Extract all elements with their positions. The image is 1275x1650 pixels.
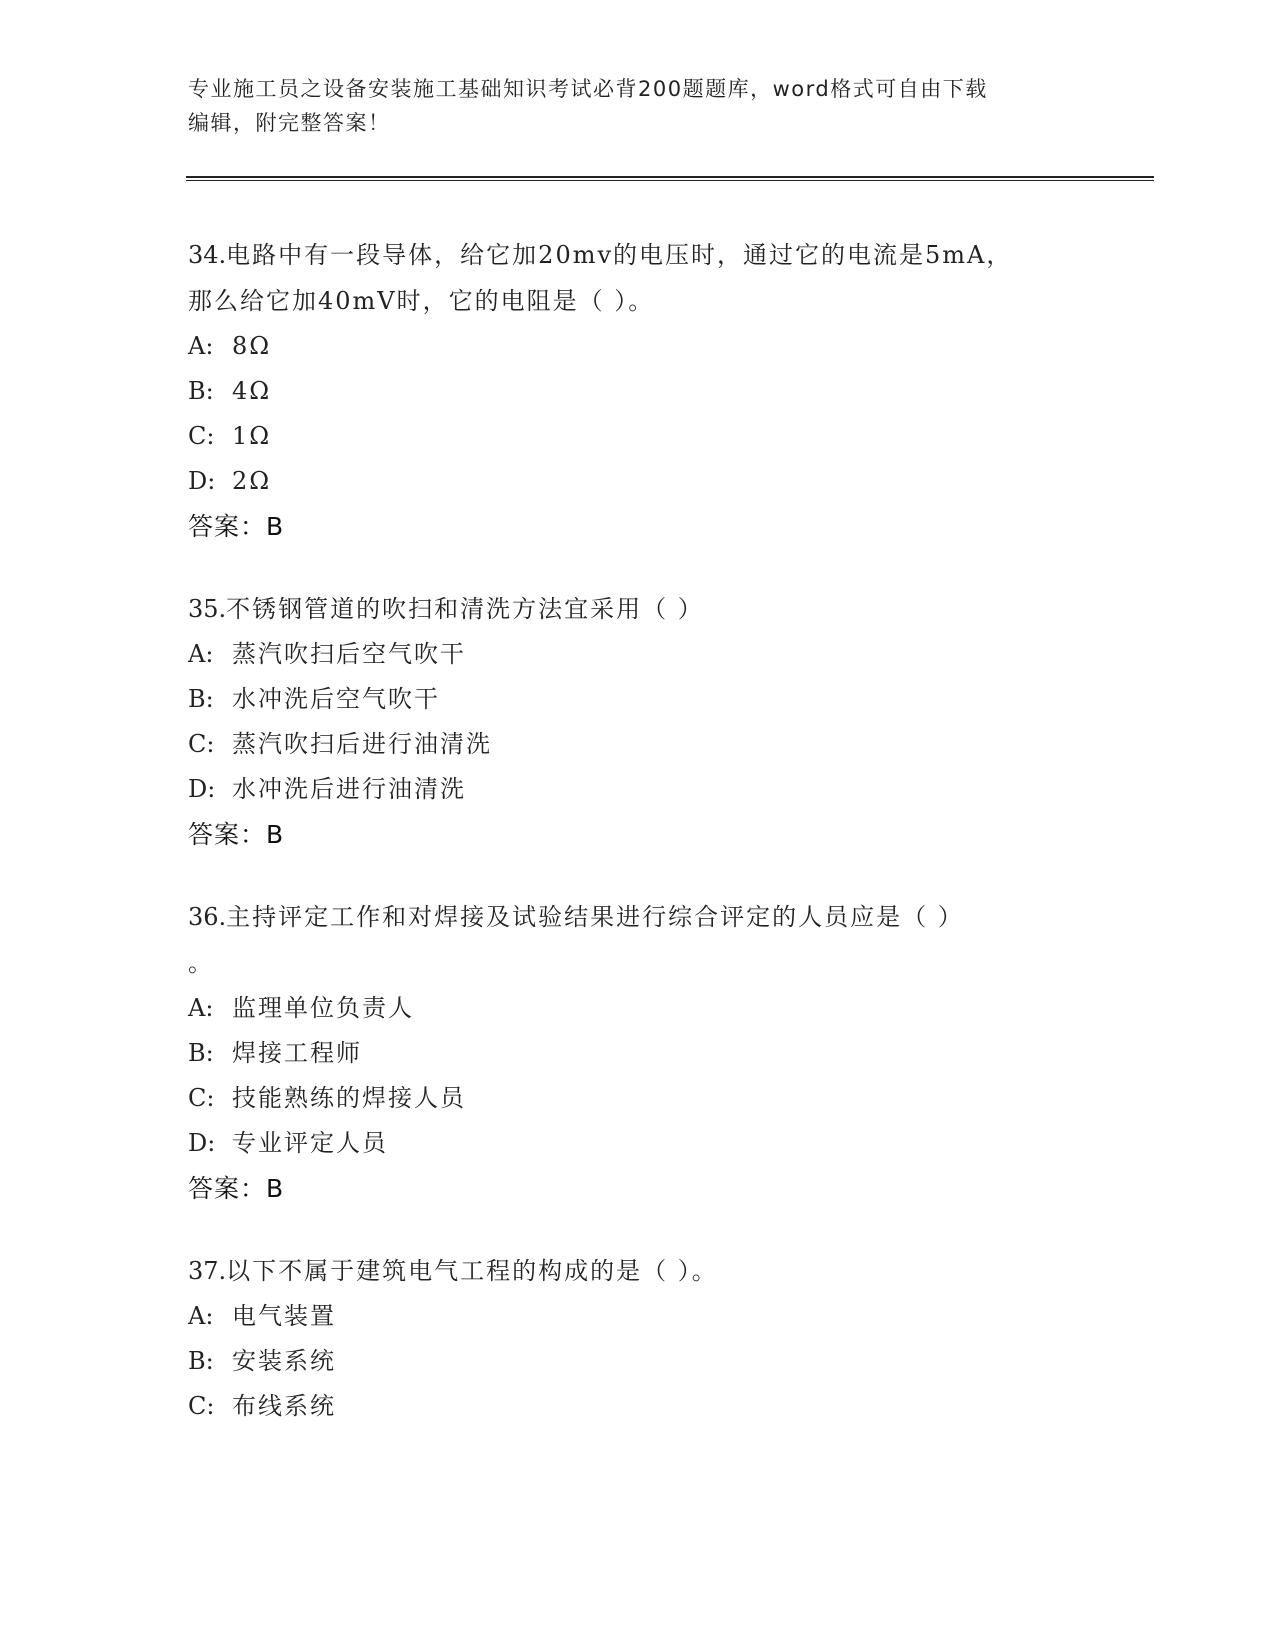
header-divider xyxy=(186,176,1154,181)
question-stem xyxy=(188,894,1088,940)
question-number: 34. xyxy=(188,241,227,269)
question-number: 35. xyxy=(188,595,227,623)
option-letter: D: xyxy=(188,467,216,495)
question-stem xyxy=(188,232,1088,278)
option-text: 专业评定人员 xyxy=(232,1129,388,1157)
option-a xyxy=(188,986,1088,1031)
option-a xyxy=(188,1294,1088,1339)
header-title-line-2: 编辑，附完整答案！ xyxy=(188,111,391,135)
option-letter: C: xyxy=(188,1392,215,1420)
document-header xyxy=(188,72,1088,140)
question-34 xyxy=(188,232,1088,550)
option-b xyxy=(188,1031,1088,1076)
option-letter: C: xyxy=(188,730,215,758)
option-text: 水冲洗后进行油清洗 xyxy=(232,775,466,803)
option-letter: D: xyxy=(188,775,216,803)
question-36 xyxy=(188,894,1088,1212)
option-b xyxy=(188,369,1088,414)
option-letter: D: xyxy=(188,1129,216,1157)
option-text: 监理单位负责人 xyxy=(232,994,414,1022)
option-letter: B: xyxy=(188,685,214,713)
option-d xyxy=(188,1121,1088,1166)
option-letter: A: xyxy=(188,1302,214,1330)
option-letter: B: xyxy=(188,1347,214,1375)
option-text: 电气装置 xyxy=(232,1302,336,1330)
option-text: 安装系统 xyxy=(232,1347,336,1375)
option-text: 2Ω xyxy=(232,467,272,495)
option-c xyxy=(188,1384,1088,1429)
answer-line: 答案：B xyxy=(188,820,285,849)
option-d xyxy=(188,459,1088,504)
option-d xyxy=(188,767,1088,812)
answer-line: 答案：B xyxy=(188,512,285,541)
option-c xyxy=(188,1076,1088,1121)
question-37 xyxy=(188,1248,1088,1429)
option-a xyxy=(188,324,1088,369)
question-text-line-1: 电路中有一段导体，给它加20mv的电压时，通过它的电流是5mA， xyxy=(226,241,1013,269)
option-letter: A: xyxy=(188,332,214,360)
option-letter: A: xyxy=(188,640,214,668)
option-text: 4Ω xyxy=(232,377,272,405)
question-text-line-1: 主持评定工作和对焊接及试验结果进行综合评定的人员应是（ ） xyxy=(226,903,964,931)
option-text: 布线系统 xyxy=(232,1392,336,1420)
question-stem xyxy=(188,586,1088,632)
option-b xyxy=(188,1339,1088,1384)
option-letter: B: xyxy=(188,1039,214,1067)
option-text: 蒸汽吹扫后进行油清洗 xyxy=(232,730,492,758)
option-text: 技能熟练的焊接人员 xyxy=(232,1084,466,1112)
option-text: 8Ω xyxy=(232,332,272,360)
option-letter: B: xyxy=(188,377,214,405)
option-letter: C: xyxy=(188,422,215,450)
header-title-line-1: 专业施工员之设备安装施工基础知识考试必背200题题库，word格式可自由下载 xyxy=(188,77,988,101)
question-text-line-2: 那么给它加40mV时，它的电阻是（ ）。 xyxy=(188,287,655,315)
question-35 xyxy=(188,586,1088,858)
question-text-line-1: 不锈钢管道的吹扫和清洗方法宜采用（ ） xyxy=(226,595,704,623)
question-stem xyxy=(188,1248,1088,1294)
question-text-line-2: 。 xyxy=(188,949,214,977)
option-a xyxy=(188,632,1088,677)
question-number: 37. xyxy=(188,1257,227,1285)
question-number: 36. xyxy=(188,903,227,931)
question-list xyxy=(188,232,1088,1465)
question-text-line-1: 以下不属于建筑电气工程的构成的是（ ）。 xyxy=(226,1257,718,1285)
option-text: 蒸汽吹扫后空气吹干 xyxy=(232,640,466,668)
option-letter: C: xyxy=(188,1084,215,1112)
option-letter: A: xyxy=(188,994,214,1022)
option-text: 水冲洗后空气吹干 xyxy=(232,685,440,713)
option-b xyxy=(188,677,1088,722)
option-text: 焊接工程师 xyxy=(232,1039,362,1067)
answer-line: 答案：B xyxy=(188,1174,285,1203)
option-text: 1Ω xyxy=(232,422,272,450)
option-c xyxy=(188,414,1088,459)
option-c xyxy=(188,722,1088,767)
